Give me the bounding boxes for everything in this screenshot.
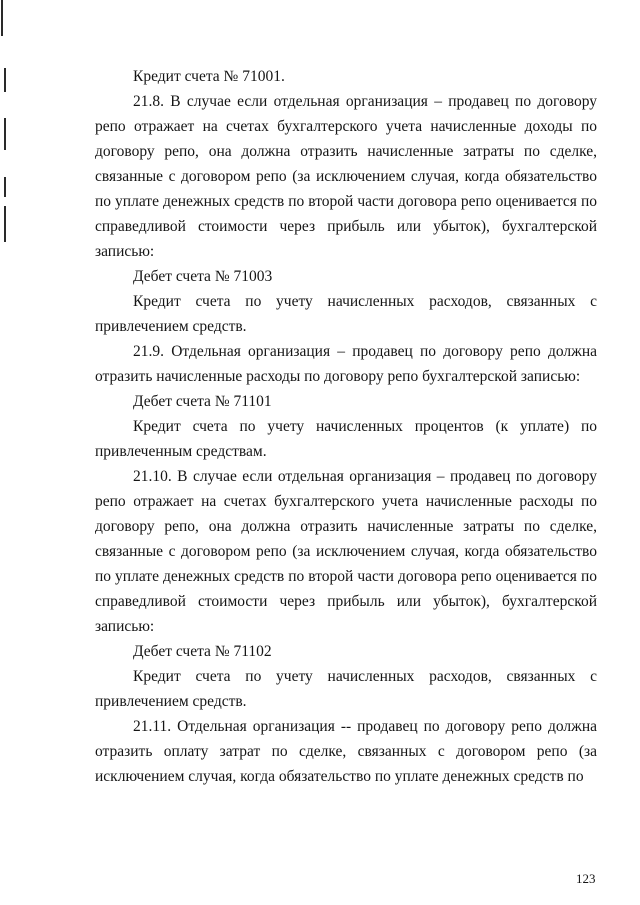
paragraph: Кредит счета по учету начисленных процентов (к уплате) по привлеченным средствам. — [95, 418, 597, 460]
document-body — [95, 64, 597, 789]
margin-mark — [4, 177, 6, 197]
paragraph: 21.10. В случае если отдельная организация – продавец по договору репо отражает на счетах бухгалтерского учета начисленные расходы по договору репо, она должна отразить начисленные затраты по сделке, связанные с договором репо (за исключением случая, когда обязательство по уплате денежных средств по второй части договора репо оценивается по справедливой стоимости через прибыль или убыток), бухгалтерской записью: — [95, 468, 597, 635]
paragraph: Кредит счета по учету начисленных расходов, связанных с привлечением средств. — [95, 668, 597, 710]
paragraph: Кредит счета по учету начисленных расходов, связанных с привлечением средств. — [95, 293, 597, 335]
paragraph: 21.11. Отдельная организация -- продавец по договору репо должна отразить оплату затрат по сделке, связанных с договором репо (за исключением случая, когда обязательство по уплате денежных средств по — [95, 718, 597, 785]
margin-mark — [4, 118, 6, 150]
paragraph: Дебет счета № 71102 — [133, 643, 272, 660]
margin-mark — [4, 206, 6, 242]
margin-mark — [1, 0, 3, 36]
paragraph: 21.9. Отдельная организация – продавец по договору репо должна отразить начисленные расходы по договору репо бухгалтерской записью: — [95, 343, 597, 385]
page-number: 123 — [576, 871, 596, 886]
paragraph: Кредит счета № 71001. — [133, 68, 285, 85]
margin-mark — [4, 68, 6, 92]
paragraph: Дебет счета № 71101 — [133, 393, 272, 410]
paragraph: 21.8. В случае если отдельная организация – продавец по договору репо отражает на счетах бухгалтерского учета начисленные доходы по договору репо, она должна отразить начисленные затраты по сделке, связанные с договором репо (за исключением случая, когда обязательство по уплате денежных средств по второй части договора репо оценивается по справедливой стоимости через прибыль или убыток), бухгалтерской записью: — [95, 93, 597, 260]
paragraph: Дебет счета № 71003 — [133, 268, 273, 285]
